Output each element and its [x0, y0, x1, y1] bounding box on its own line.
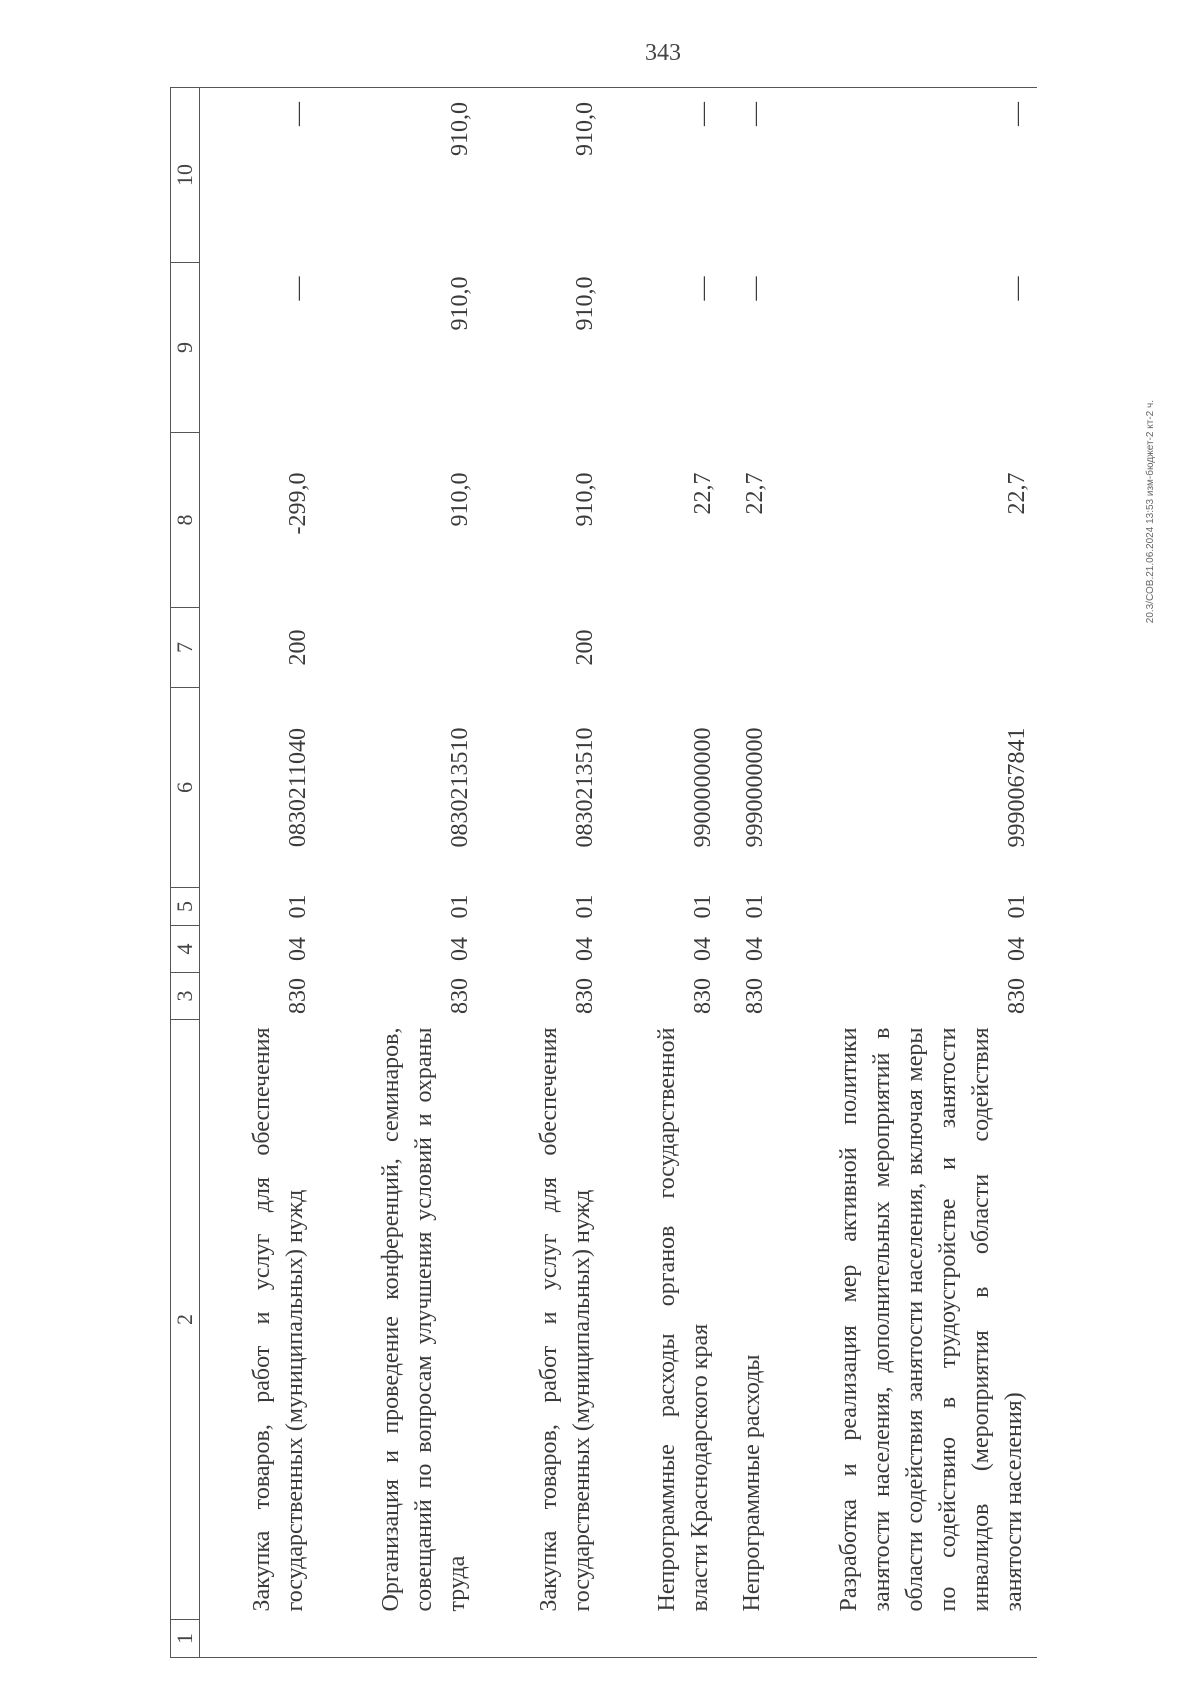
cell-description: Разработка и реализация мер активной политики занятости населения, дополнительных мероприятий в области содействия занятости населения, включая меры по содействию в трудоустройстве и занятости инвалидов (мероприятия в области содействия занятости населения): [835, 1027, 1027, 1612]
table-row: [775, 88, 1037, 1658]
cell-rz: 04: [446, 937, 473, 961]
column-header: 3: [171, 973, 200, 1020]
cell-sum-2024: 910,0: [446, 472, 473, 527]
cell-ved: 830: [571, 978, 598, 1014]
page-number: 343: [645, 40, 681, 66]
cell-ved: 830: [284, 978, 311, 1014]
cell-num: [605, 1620, 723, 1658]
cell-rz: 04: [741, 937, 768, 961]
cell-sum-2025: —: [284, 276, 311, 301]
cell-sum-2025: 910,0: [446, 276, 473, 331]
column-header: 5: [171, 888, 200, 926]
cell-rz: 04: [689, 937, 716, 961]
cell-csr: 0830213510: [446, 727, 473, 848]
cell-pr: 01: [284, 894, 311, 919]
cell-rz: 04: [1003, 937, 1030, 961]
cell-num: [200, 1620, 318, 1658]
cell-sum-2026: 910,0: [571, 102, 598, 156]
footer-stamp: 20.3/СОВ.21.06.2024 13:53 изм-бюджет-2 кт-2 ч.: [1145, 400, 1156, 624]
column-header: 1: [171, 1620, 200, 1658]
cell-sum-2025: —: [689, 276, 716, 301]
table-row: [480, 88, 605, 1658]
cell-ved: 830: [741, 978, 768, 1014]
cell-vr: [723, 608, 775, 688]
cell-csr: 9990000000: [741, 727, 768, 848]
cell-sum-2024: 910,0: [571, 472, 598, 527]
cell-vr: [605, 608, 723, 688]
cell-ved: 830: [689, 978, 716, 1014]
cell-num: [775, 1620, 1037, 1658]
cell-rz: 04: [284, 937, 311, 961]
cell-pr: 01: [571, 894, 598, 919]
table-row: [723, 88, 775, 1658]
cell-sum-2026: —: [1003, 102, 1030, 126]
cell-sum-2026: 910,0: [446, 102, 473, 156]
cell-pr: 01: [689, 894, 716, 919]
cell-description: Закупка товаров, работ и услуг для обеспечения государственных (муниципальных) нужд: [535, 1027, 595, 1612]
cell-sum-2025: —: [1003, 276, 1030, 301]
cell-vr: [775, 608, 1037, 688]
cell-pr: 01: [446, 894, 473, 919]
cell-description: Непрограммные расходы органов государственной власти Краснодарского края: [653, 1027, 713, 1612]
cell-sum-2024: 22,7: [689, 472, 716, 515]
cell-description: Организация и проведение конференций, семинаров, совещаний по вопросам улучшения условий и охраны труда: [377, 1027, 470, 1612]
column-header: 2: [171, 1020, 200, 1620]
cell-csr: 9900000000: [689, 727, 716, 848]
cell-ved: 830: [446, 978, 473, 1014]
cell-sum-2025: 910,0: [571, 276, 598, 331]
cell-vr: 200: [571, 629, 598, 666]
table-row: [605, 88, 723, 1658]
cell-description: Непрограммные расходы: [738, 1354, 765, 1612]
table-row: [318, 88, 480, 1658]
table-row: [200, 88, 318, 1658]
column-header: 10: [171, 88, 200, 263]
cell-pr: 01: [1003, 894, 1030, 919]
column-header: 9: [171, 263, 200, 433]
budget-table: [170, 87, 1037, 1658]
cell-vr: 200: [284, 629, 311, 666]
cell-ved: 830: [1003, 978, 1030, 1014]
column-header: 4: [171, 926, 200, 973]
budget-table-rotated: [170, 88, 1200, 1658]
cell-rz: 04: [571, 937, 598, 961]
cell-num: [480, 1620, 605, 1658]
cell-vr: [318, 608, 480, 688]
cell-sum-2024: 22,7: [741, 472, 768, 515]
cell-csr: 0830213510: [571, 727, 598, 848]
cell-num: [318, 1620, 480, 1658]
table-header-row: [171, 88, 200, 1658]
cell-num: [723, 1620, 775, 1658]
cell-sum-2026: —: [284, 102, 311, 126]
column-header: 8: [171, 433, 200, 608]
cell-sum-2024: 22,7: [1003, 472, 1030, 515]
cell-pr: 01: [741, 894, 768, 919]
cell-sum-2025: —: [741, 276, 768, 301]
column-header: 7: [171, 608, 200, 688]
cell-sum-2024: -299,0: [284, 472, 311, 535]
column-header: 6: [171, 688, 200, 888]
cell-description: Закупка товаров, работ и услуг для обеспечения государственных (муниципальных) нужд: [248, 1027, 308, 1612]
cell-sum-2026: —: [689, 102, 716, 126]
cell-sum-2026: —: [741, 102, 768, 126]
cell-csr: 0830211040: [284, 727, 311, 848]
cell-csr: 9990067841: [1003, 727, 1030, 848]
